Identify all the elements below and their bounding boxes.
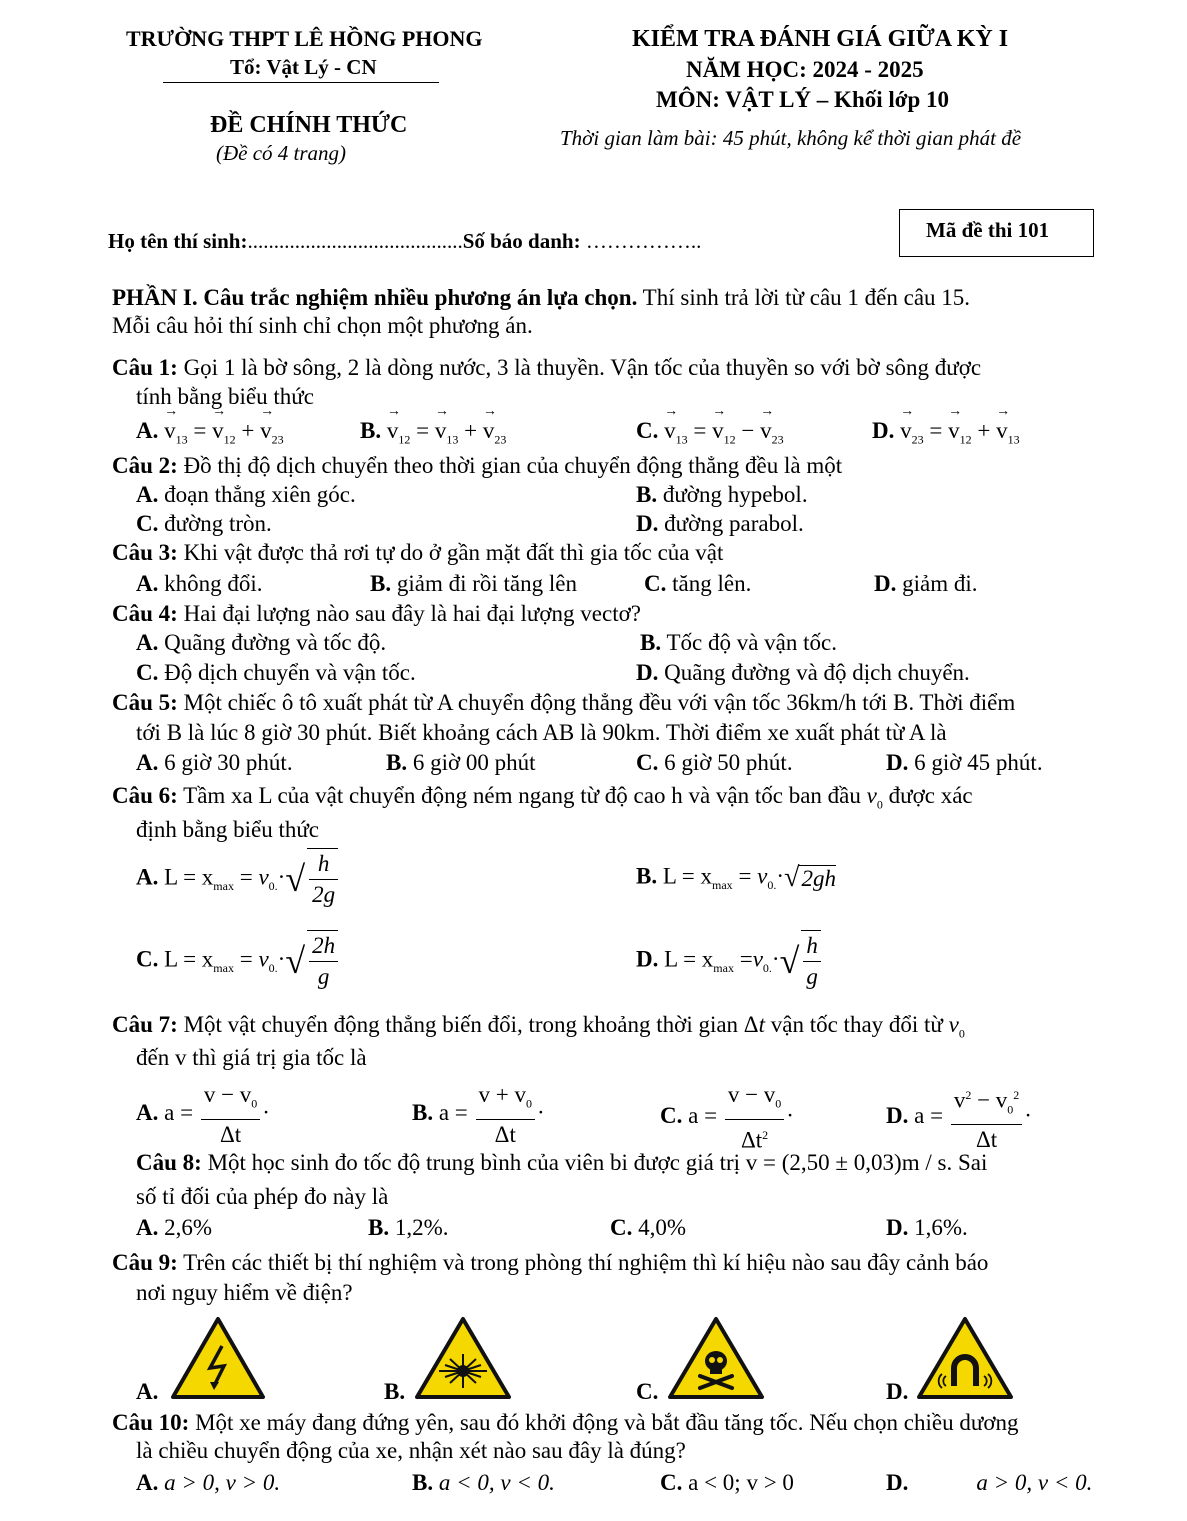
q6-option-c[interactable]: C. $L = x_{max} = v_{0.}\cdot√$ $\frac{2h}{g}$: [136, 930, 340, 992]
magnetic-field-sign-icon: [916, 1316, 1014, 1400]
part1-instruction2: Mỗi câu hỏi thí sinh chỉ chọn một phương án.: [112, 313, 533, 338]
q3-option-b[interactable]: B. giảm đi rồi tăng lên: [370, 571, 577, 596]
q6-option-b[interactable]: B. $L = x_{max} = v_{0.}\cdot√2gh$: [636, 862, 836, 893]
q6-text2: định bằng biểu thức: [136, 817, 320, 842]
question-9: Câu 9: Trên các thiết bị thí nghiệm và trong phòng thí nghiệm thì kí hiệu nào sau đây cảnh báo: [112, 1250, 989, 1275]
q9-option-c[interactable]: C.: [636, 1379, 659, 1404]
q8-text2: số tỉ đối của phép đo này là: [136, 1184, 389, 1209]
toxic-skull-sign-icon: [667, 1316, 765, 1400]
question-5: Câu 5: Một chiếc ô tô xuất phát từ A chuyển động thẳng đều với vận tốc 36km/h tới B. Thời điểm: [112, 690, 1016, 715]
part1-heading: [112, 285, 970, 311]
q5-option-a[interactable]: A. 6 giờ 30 phút.: [136, 750, 293, 775]
question-2: Câu 2: Đồ thị độ dịch chuyển theo thời gian của chuyển động thẳng đều là một: [112, 453, 843, 478]
exam-title: KIỂM TRA ĐÁNH GIÁ GIỮA KỲ I: [632, 26, 1009, 52]
school-year: NĂM HỌC: 2024 - 2025: [686, 57, 924, 82]
q7-option-c[interactable]: C. a = $\frac{v - v_0}{\Delta t^2}$ ·: [660, 1082, 794, 1153]
q1-label: Câu 1:: [112, 355, 178, 380]
q4-option-d[interactable]: D. Quãng đường và độ dịch chuyển.: [636, 660, 970, 685]
q3-option-a[interactable]: A. không đổi.: [136, 571, 263, 596]
q10-option-b[interactable]: B. a < 0, v < 0.: [412, 1470, 555, 1495]
question-3: Câu 3: Khi vật được thả rơi tự do ở gần mặt đất thì gia tốc của vật: [112, 540, 724, 565]
q8-option-b[interactable]: B. 1,2%.: [368, 1215, 449, 1240]
q2-option-a[interactable]: A. đoạn thẳng xiên góc.: [136, 482, 356, 507]
part1-title: PHẦN I. Câu trắc nghiệm nhiều phương án lựa chọn.: [112, 285, 638, 310]
q8-option-c[interactable]: C. 4,0%: [610, 1215, 687, 1240]
subject: MÔN: VẬT LÝ – Khối lớp 10: [656, 87, 950, 112]
laser-warning-sign-icon: [414, 1316, 512, 1400]
q10-option-c[interactable]: C. a < 0; v > 0: [660, 1470, 794, 1495]
q5-option-c[interactable]: C. 6 giờ 50 phút.: [636, 750, 793, 775]
q1-option-b[interactable]: B. → $v_{12}$ = → $v_{13}$ + → $v_{23}$: [360, 418, 506, 448]
question-6: Câu 6: Tầm xa L của vật chuyển động ném ngang từ độ cao h và vận tốc ban đầu $v_0$ được xác: [112, 783, 973, 812]
exam-code: Mã đề thi 101: [926, 218, 1050, 242]
question-7: Câu 7: Một vật chuyển động thẳng biến đổi, trong khoảng thời gian Δt vận tốc thay đổi từ $v_0$: [112, 1012, 965, 1041]
q10-option-a[interactable]: A. a > 0, v > 0.: [136, 1470, 281, 1495]
high-voltage-sign-icon: [170, 1316, 266, 1400]
q7-option-a[interactable]: A. a = $\frac{v - v_0}{\Delta t}$ ·: [136, 1082, 270, 1147]
student-name-field[interactable]: .........................................: [247, 229, 463, 253]
q10-option-d[interactable]: D. a > 0, v < 0.: [886, 1470, 1093, 1495]
q4-option-b[interactable]: B. Tốc độ và vận tốc.: [640, 630, 837, 655]
school-name: TRƯỜNG THPT LÊ HỒNG PHONG: [126, 26, 483, 51]
q10-text2: là chiều chuyển động của xe, nhận xét nào sau đây là đúng?: [136, 1438, 686, 1463]
q1-option-c[interactable]: C. → $v_{13}$ = → $v_{12}$ − → $v_{23}$: [636, 418, 784, 448]
question-10: Câu 10: Một xe máy đang đứng yên, sau đó khởi động và bắt đầu tăng tốc. Nếu chọn chiều dương: [112, 1410, 1019, 1435]
question-1: [112, 355, 981, 381]
pages-note: (Đề có 4 trang): [216, 141, 347, 165]
q8-option-d[interactable]: D. 1,6%.: [886, 1215, 968, 1240]
q1-text: Gọi 1 là bờ sông, 2 là dòng nước, 3 là thuyền. Vận tốc của thuyền so với bờ sông được: [177, 355, 982, 380]
q3-option-d[interactable]: D. giảm đi.: [874, 571, 978, 596]
q9-option-a[interactable]: A.: [136, 1379, 159, 1404]
q5-option-b[interactable]: B. 6 giờ 00 phút: [386, 750, 536, 775]
department: Tổ: Vật Lý - CN: [230, 55, 377, 79]
q7-text2: đến v thì giá trị gia tốc là: [136, 1045, 367, 1070]
q6-option-a[interactable]: A. $L = x_{max} = v_{0.}\cdot√$ $\frac{h}{2g}$: [136, 848, 340, 910]
q5-option-d[interactable]: D. 6 giờ 45 phút.: [886, 750, 1043, 775]
q8-option-a[interactable]: A. 2,6%: [136, 1215, 213, 1240]
student-id-label: Số báo danh:: [462, 229, 581, 253]
q1-option-a[interactable]: A. → $v_{13}$ = → $v_{12}$ + → $v_{23}$: [136, 418, 284, 448]
student-name-label: Họ tên thí sinh:: [108, 229, 248, 253]
q6-option-d[interactable]: D. $L = x_{max} =v_{0.}\cdot√$ $\frac{h}{g}$: [636, 930, 823, 992]
header-divider: [163, 82, 439, 83]
q7-option-b[interactable]: B. a = $\frac{v + v_0}{\Delta t}$ ·: [412, 1082, 545, 1147]
q9-option-d[interactable]: D.: [886, 1379, 909, 1404]
q9-option-b[interactable]: B.: [384, 1379, 406, 1404]
official-label: ĐỀ CHÍNH THỨC: [210, 112, 408, 138]
duration: Thời gian làm bài: 45 phút, không kể thời gian phát đề: [560, 126, 1022, 150]
part1-instruction: Thí sinh trả lời từ câu 1 đến câu 15.: [637, 285, 971, 310]
q9-text2: nơi nguy hiểm về điện?: [136, 1280, 353, 1305]
student-id-field[interactable]: ……………..: [585, 229, 702, 253]
q4-option-c[interactable]: C. Độ dịch chuyển và vận tốc.: [136, 660, 416, 685]
q4-option-a[interactable]: A. Quãng đường và tốc độ.: [136, 630, 387, 655]
q1-text2: tính bằng biểu thức: [136, 384, 314, 409]
student-info-line: [108, 229, 701, 254]
q2-option-c[interactable]: C. đường tròn.: [136, 511, 272, 536]
q2-option-d[interactable]: D. đường parabol.: [636, 511, 804, 536]
q2-option-b[interactable]: B. đường hypebol.: [636, 482, 808, 507]
q7-option-d[interactable]: D. a = $\frac{v^2 - v_0^2}{\Delta t}$ ·: [886, 1080, 1032, 1155]
question-8: Câu 8: Một học sinh đo tốc độ trung bình của viên bi được giá trị v = (2,50 ± 0,03)m / s. Sai: [136, 1150, 988, 1175]
q3-option-c[interactable]: C. tăng lên.: [644, 571, 752, 596]
q1-option-d[interactable]: D. → $v_{23}$ = → $v_{12}$ + → $v_{13}$: [872, 418, 1020, 448]
q5-text2: tới B là lúc 8 giờ 30 phút. Biết khoảng cách AB là 90km. Thời điểm xe xuất phát từ A là: [136, 720, 947, 745]
question-4: Câu 4: Hai đại lượng nào sau đây là hai đại lượng vectơ?: [112, 601, 641, 626]
